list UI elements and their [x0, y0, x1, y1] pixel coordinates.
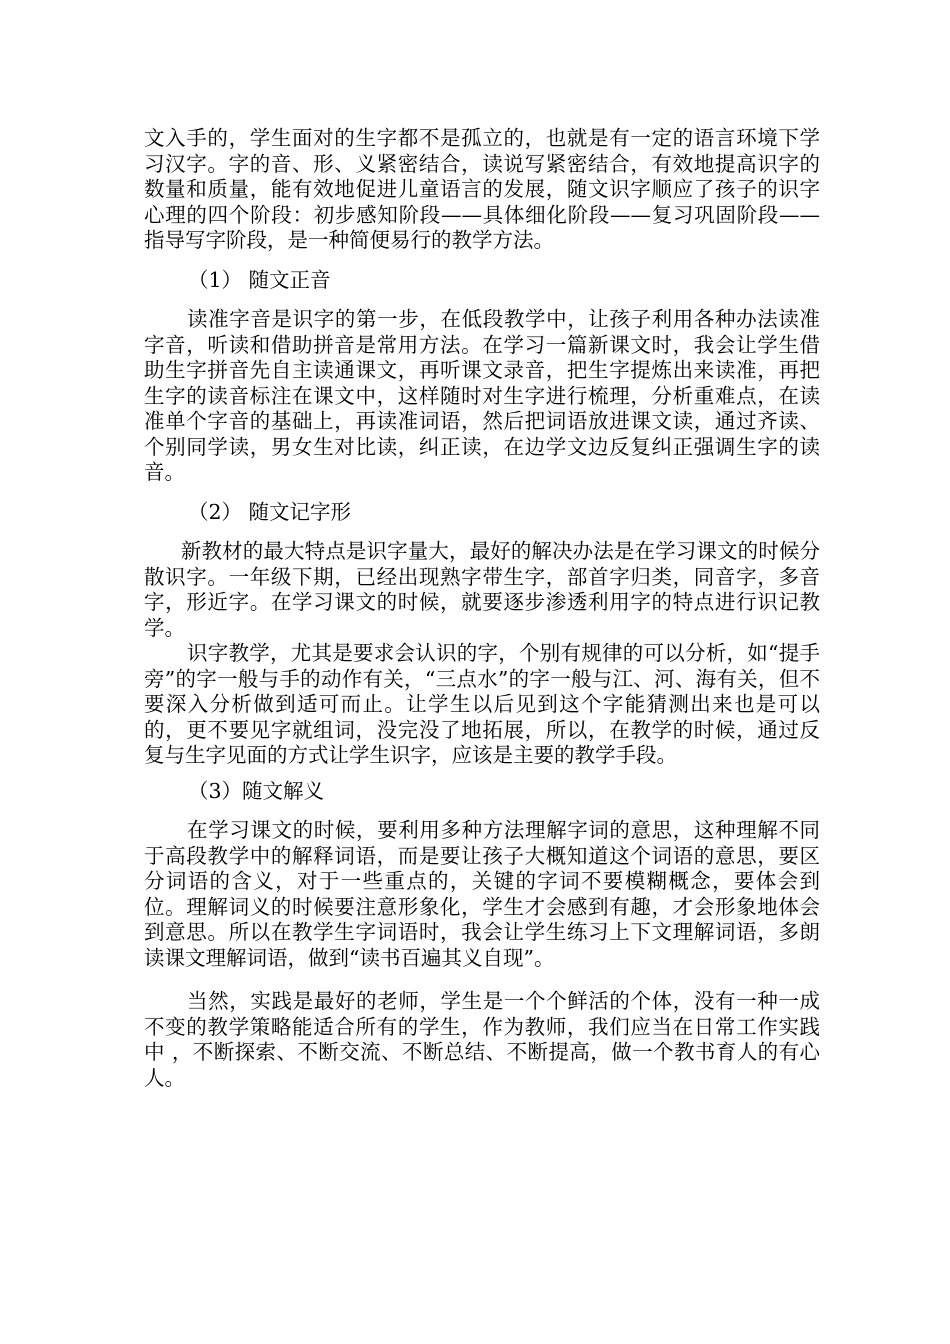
section-heading-3: （3）随文解义	[188, 778, 325, 803]
document-body	[144, 126, 820, 1091]
paragraph-word-meaning: 在学习课文的时候，要利用多种方法理解字词的意思，这种理解不同于高段教学中的解释词语，而是要让孩子大概知道这个词语的意思，要区分词语的含义，对于一些重点的，关键的字词不要模糊概念，要体会到位。理解词义的时候要注意形象化，学生才会感到有趣，才会形象地体会到意思。所以在教学生字词语时，我会让学生练习上下文理解词语，多朗读课文理解词语，做到“读书百遍其义自现”。	[144, 818, 820, 970]
paragraph-conclusion: 当然，实践是最好的老师，学生是一个个鲜活的个体，没有一种一成不变的教学策略能适合所有的学生，作为教师，我们应当在日常工作实践中 ，不断探索、不断交流、不断总结、不断提高，做一个教书育人的有心人。	[144, 989, 820, 1090]
paragraph-literacy-teaching: 识字教学，尤其是要求会认识的字，个别有规律的可以分析，如“提手旁”的字一般与手的动作有关，“三点水”的字一般与江、河、海有关，但不要深入分析做到适可而止。让学生以后见到这个字能猜测出来也是可以的，更不要见字就组词，没完没了地拓展，所以，在教学的时候，通过反复与生字见面的方式让学生识字，应该是主要的教学手段。	[144, 641, 820, 767]
intro-paragraph: 文入手的，学生面对的生字都不是孤立的，也就是有一定的语言环境下学习汉字。字的音、形、义紧密结合，读说写紧密结合，有效地提高识字的数量和质量，能有效地促进儿童语言的发展，随文识字顺应了孩子的识字心理的四个阶段：初步感知阶段——具体细化阶段——复习巩固阶段——指导写字阶段，是一种简便易行的教学方法。	[144, 126, 820, 252]
paragraph-character-shape: 新教材的最大特点是识字量大，最好的解决办法是在学习课文的时候分散识字。一年级下期，已经出现熟字带生字，部首字归类，同音字，多音字，形近字。在学习课文的时候，就要逐步渗透利用字的特点进行识记教学。	[144, 539, 820, 640]
section-heading-1: （1） 随文正音	[188, 267, 331, 292]
section-heading-2: （2） 随文记字形	[188, 499, 352, 524]
paragraph-correct-pronunciation: 读准字音是识字的第一步，在低段教学中，让孩子利用各种办法读准字音，听读和借助拼音是常用方法。在学习一篇新课文时，我会让学生借助生字拼音先自主读通课文，再听课文录音，把生字提炼出来读准，再把生字的读音标注在课文中，这样随时对生字进行梳理，分析重难点，在读准单个字音的基础上，再读准词语，然后把词语放进课文读，通过齐读、个别同学读，男女生对比读，纠正读，在边学文边反复纠正强调生字的读音。	[144, 307, 820, 484]
